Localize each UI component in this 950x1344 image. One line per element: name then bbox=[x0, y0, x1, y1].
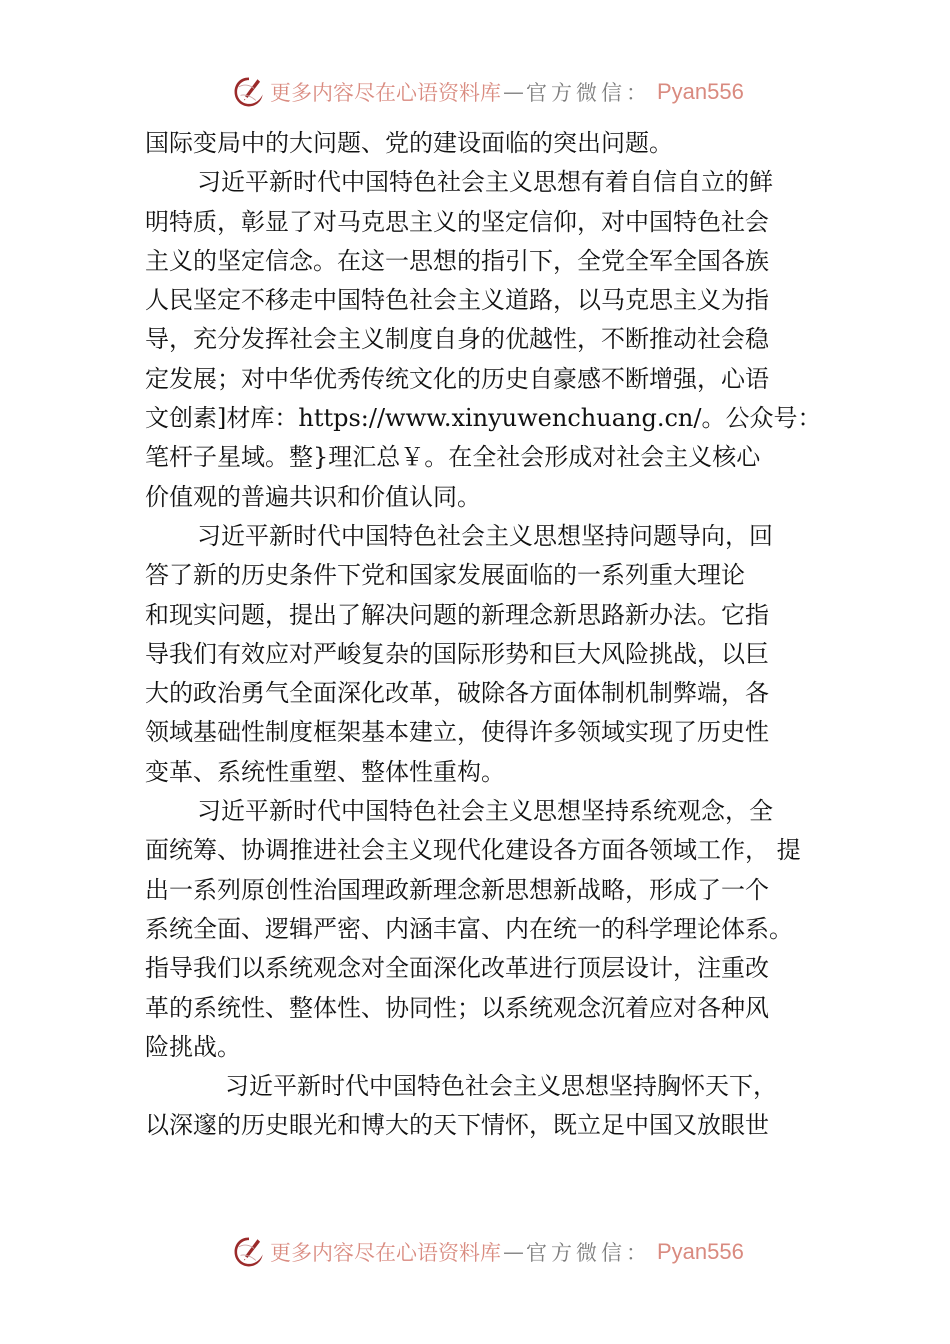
text-line: 变革、系统性重塑、整体性重构。 bbox=[145, 757, 505, 786]
wechat-id: Pyan556 bbox=[657, 79, 744, 104]
separator: — bbox=[503, 1240, 524, 1264]
paragraph-start-line: 习近平新时代中国特色社会主义思想坚持胸怀天下， bbox=[225, 1072, 777, 1101]
separator: — bbox=[503, 80, 524, 104]
text-line: 和现实问题，提出了解决问题的新理念新思路新办法。它指 bbox=[145, 600, 769, 629]
brand-text: 更多内容尽在心语资料库 bbox=[270, 1241, 501, 1265]
text-line: 险挑战。 bbox=[145, 1032, 241, 1061]
quill-pen-logo-icon bbox=[232, 75, 266, 109]
document-body bbox=[145, 124, 835, 1146]
text-line: 系统全面、逻辑严密、内涵丰富、内在统一的科学理论体系。 bbox=[145, 914, 793, 943]
wechat-id: Pyan556 bbox=[657, 1239, 744, 1264]
footer-banner bbox=[232, 1232, 744, 1272]
text-line: 人民坚定不移走中国特色社会主义道路，以马克思主义为指 bbox=[145, 286, 769, 315]
text-line: 革的系统性、整体性、协同性；以系统观念沉着应对各种风 bbox=[145, 993, 769, 1022]
paragraph-start-line: 习近平新时代中国特色社会主义思想坚持系统观念，全 bbox=[197, 797, 773, 826]
text-line: 出一系列原创性治国理政新理念新思想新战略，形成了一个 bbox=[145, 875, 769, 904]
wechat-label: 官方微信： bbox=[526, 1241, 651, 1265]
text-line: 大的政治勇气全面深化改革，破除各方面体制机制弊端，各 bbox=[145, 679, 769, 708]
text-line: 答了新的历史条件下党和国家发展面临的一系列重大理论 bbox=[145, 561, 745, 590]
text-line: 面统筹、协调推进社会主义现代化建设各方面各领域工作， 提 bbox=[145, 836, 801, 865]
text-line: 笔杆子星域。整}理汇总￥。在全社会形成对社会主义核心 bbox=[145, 443, 761, 472]
text-line: 以深邃的历史眼光和博大的天下情怀，既立足中国又放眼世 bbox=[145, 1111, 769, 1140]
text-line: 导我们有效应对严峻复杂的国际形势和巨大风险挑战，以巨 bbox=[145, 639, 769, 668]
header-banner bbox=[232, 72, 744, 112]
wechat-label: 官方微信： bbox=[526, 81, 651, 105]
text-line: 定发展；对中华优秀传统文化的历史自豪感不断增强，心语 bbox=[145, 364, 769, 393]
text-line: 领域基础性制度框架基本建立，使得许多领域实现了历史性 bbox=[145, 718, 769, 747]
quill-pen-logo-icon bbox=[232, 1235, 266, 1269]
brand-text: 更多内容尽在心语资料库 bbox=[270, 81, 501, 105]
text-line: 导，充分发挥社会主义制度自身的优越性，不断推动社会稳 bbox=[145, 325, 769, 354]
text-line-with-url: 文创素]材库：https://www.xinyuwenchuang.cn/。公众号： bbox=[145, 404, 822, 433]
text-line: 国际变局中的大问题、党的建设面临的突出问题。 bbox=[145, 129, 673, 157]
paragraph-start-line: 习近平新时代中国特色社会主义思想坚持问题导向，回 bbox=[197, 521, 773, 550]
text-line: 价值观的普遍共识和价值认同。 bbox=[145, 482, 481, 511]
text-line: 明特质，彰显了对马克思主义的坚定信仰，对中国特色社会 bbox=[145, 207, 769, 236]
text-line: 指导我们以系统观念对全面深化改革进行顶层设计，注重改 bbox=[145, 954, 769, 983]
text-line: 主义的坚定信念。在这一思想的指引下，全党全军全国各族 bbox=[145, 246, 769, 275]
paragraph-start-line: 习近平新时代中国特色社会主义思想有着自信自立的鲜 bbox=[197, 168, 773, 197]
